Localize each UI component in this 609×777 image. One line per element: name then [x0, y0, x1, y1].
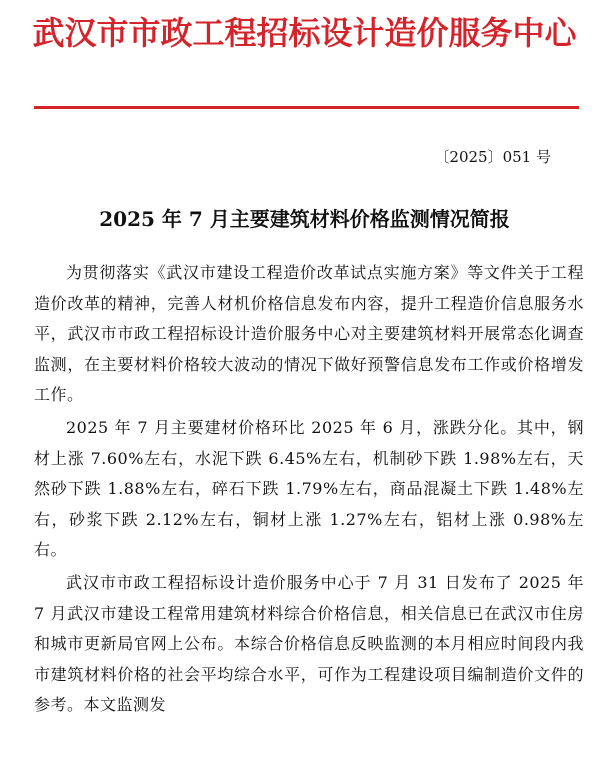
- document-title: 2025 年 7 月主要建筑材料价格监测情况简报: [99, 207, 510, 231]
- paragraph: 为贯彻落实《武汉市建设工程造价改革试点实施方案》等文件关于工程造价改革的精神，完善人材机价格信息发布内容，提升工程造价信息服务水平，武汉市市政工程招标设计造价服务中心对主要建筑材料开展常态化调查监测，在主要材料价格较大波动的情况下做好预警信息发布工作或价格增发工作。: [34, 263, 584, 405]
- header-divider: [34, 106, 579, 109]
- paragraph: 2025 年 7 月主要建材价格环比 2025 年 6 月，涨跌分化。其中，钢材上涨 7.60%左右，水泥下跌 6.45%左右，机制砂下跌 1.98%左右，天然砂下跌 1.88%左右，碎石下跌 1.79%左右，商品混凝土下跌 1.48%左右，砂浆下跌 2.12%左右，铜材上涨 1.27%左右，铝材上涨 0.98%左右。: [34, 417, 584, 560]
- organization-header: 武汉市市政工程招标设计造价服务中心: [32, 14, 577, 52]
- document-number: 〔2025〕051 号: [434, 148, 551, 166]
- paragraph: 武汉市市政工程招标设计造价服务中心于 7 月 31 日发布了 2025 年 7 月武汉市建设工程常用建筑材料综合价格信息，相关信息已在武汉市住房和城市更新局官网上公布。本综合价格信息反映监测的本月相应时间段内我市建筑材料价格的社会平均综合水平，可作为工程建设项目编制造价文件的参考。本文监测发: [34, 572, 584, 715]
- document-body: [34, 258, 584, 723]
